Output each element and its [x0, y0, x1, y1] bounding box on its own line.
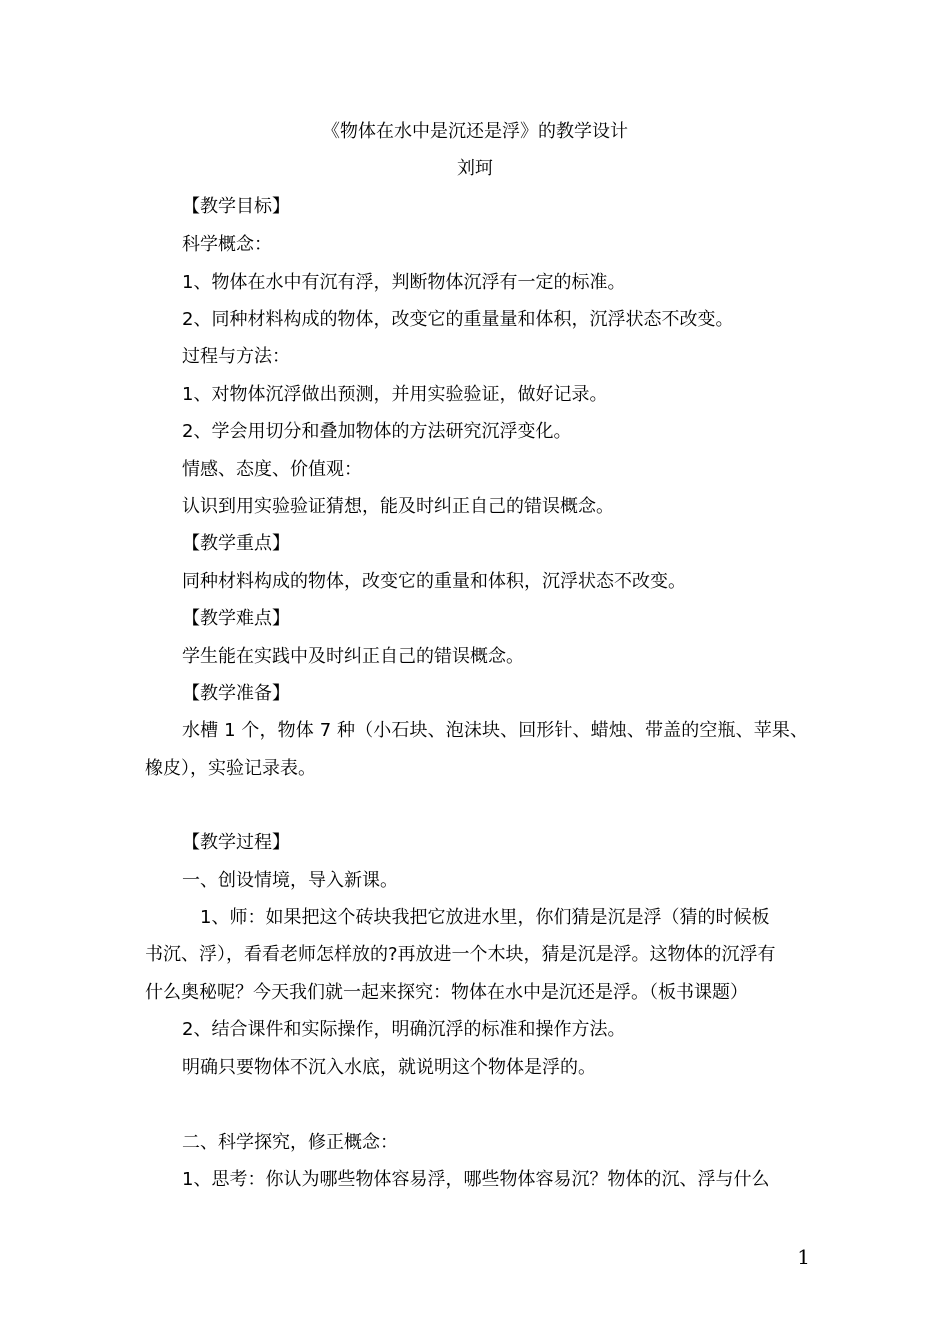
heading-teaching-process: 【教学过程】 [182, 832, 290, 853]
part-1-step-2-note: 明确只要物体不沉入水底，就说明这个物体是浮的。 [182, 1057, 596, 1078]
label-process-methods: 过程与方法： [182, 346, 290, 367]
concept-item-1: 1、物体在水中有沉有浮，判断物体沉浮有一定的标准。 [182, 272, 626, 293]
difficulties-text: 学生能在实践中及时纠正自己的错误概念。 [182, 646, 524, 667]
part-1-step-1-line-3: 什么奥秘呢？今天我们就一起来探究：物体在水中是沉还是浮。（板书课题） [145, 982, 748, 1003]
key-points-text: 同种材料构成的物体，改变它的重量和体积，沉浮状态不改变。 [182, 571, 686, 592]
preparation-text-line-1: 水槽 1 个，物体 7 种（小石块、泡沫块、回形针、蜡烛、带盖的空瓶、苹果、 [182, 720, 808, 741]
page-number: 1 [797, 1245, 810, 1269]
part-2-step-1: 1、思考：你认为哪些物体容易浮，哪些物体容易沉？物体的沉、浮与什么 [182, 1169, 770, 1190]
label-emotion-attitude: 情感、态度、价值观： [182, 459, 362, 480]
part-1-title: 一、创设情境，导入新课。 [182, 870, 398, 891]
part-2-title: 二、科学探究，修正概念： [182, 1132, 398, 1153]
document-title: 《物体在水中是沉还是浮》的教学设计 [322, 121, 628, 142]
heading-key-points: 【教学重点】 [182, 533, 290, 554]
concept-item-2: 2、同种材料构成的物体，改变它的重量量和体积，沉浮状态不改变。 [182, 309, 734, 330]
method-item-2: 2、学会用切分和叠加物体的方法研究沉浮变化。 [182, 421, 572, 442]
part-1-step-1-line-2: 书沉、浮），看看老师怎样放的?再放进一个木块，猜是沉是浮。这物体的沉浮有 [145, 944, 776, 965]
heading-difficulties: 【教学难点】 [182, 608, 290, 629]
author-name: 刘珂 [457, 158, 493, 179]
heading-teaching-goals: 【教学目标】 [182, 196, 290, 217]
label-science-concepts: 科学概念： [182, 234, 272, 255]
heading-preparation: 【教学准备】 [182, 683, 290, 704]
part-1-step-2: 2、结合课件和实际操作，明确沉浮的标准和操作方法。 [182, 1019, 626, 1040]
emotion-item-1: 认识到用实验验证猜想，能及时纠正自己的错误概念。 [182, 496, 614, 517]
part-1-step-1-line-1: 1、师：如果把这个砖块我把它放进水里，你们猜是沉是浮（猜的时候板 [200, 907, 770, 928]
method-item-1: 1、对物体沉浮做出预测，并用实验验证，做好记录。 [182, 384, 608, 405]
preparation-text-line-2: 橡皮），实验记录表。 [145, 758, 316, 779]
